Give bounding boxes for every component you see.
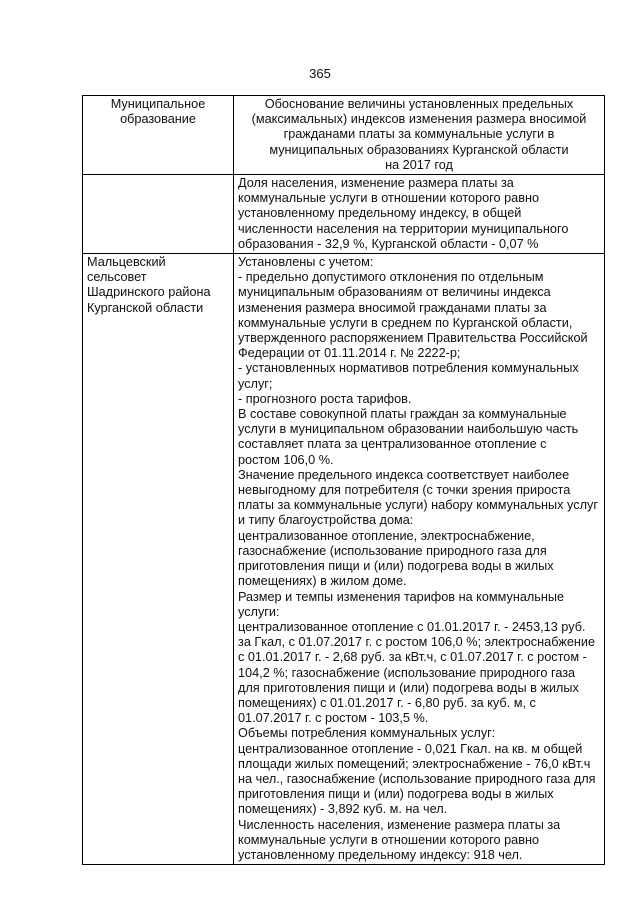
text-line: газоснабжение (использование природного газа для [238, 543, 547, 558]
text-line: 01.07.2017 г. с ростом - 103,5 %. [238, 711, 429, 726]
text-line: услуг; [238, 376, 273, 391]
text-line: на чел., газоснабжение (использование природного газа для [238, 771, 596, 786]
text-line: услуги: [238, 604, 280, 619]
municipality-line: Мальцевский [87, 255, 166, 270]
municipality-line: сельсовет [87, 270, 147, 285]
text-line: Размер и темпы изменения тарифов на коммунальные [238, 589, 565, 604]
text-line: Федерации от 01.11.2014 г. № 2222-р; [238, 346, 461, 361]
text-line: централизованное отопление - 0,021 Гкал. на кв. м общей [238, 741, 583, 756]
text-line: составляет плата за централизованное отопление с [238, 437, 547, 452]
text-line: централизованное отопление, электроснабжение, [238, 528, 535, 543]
text-line: помещениях) - 3,892 куб. м. на чел. [238, 802, 448, 817]
text-line: - установленных нормативов потребления коммунальных [238, 361, 579, 376]
text-line: Численность населения, изменение размера платы за [238, 817, 561, 832]
header-justification [234, 96, 605, 175]
text-line: ростом 106,0 %. [238, 452, 334, 467]
text-line: установленному предельному индексу, в общей [238, 206, 522, 221]
justification-table [82, 95, 605, 865]
text-line: Установлены с учетом: [238, 255, 374, 270]
text-line: невыгодному для потребителя (с точки зрения прироста [238, 483, 571, 498]
text-line: - прогнозного роста тарифов. [238, 391, 412, 406]
text-line: площади жилых помещений; электроснабжение - 76,0 кВт.ч [238, 756, 591, 771]
municipality-line: Шадринского района [87, 285, 211, 300]
text-line: услуги в муниципальном образовании наибольшую часть [238, 422, 579, 437]
header-col2-line: гражданами платы за коммунальные услуги в [283, 127, 555, 142]
text-line: Объемы потребления коммунальных услуг: [238, 726, 496, 741]
page-number: 365 [309, 66, 331, 81]
text-line: установленному предельному индексу: 918 чел. [238, 847, 523, 862]
text-line: централизованное отопление с 01.01.2017 г. - 2453,13 руб. [238, 619, 586, 634]
table-row-continuation [83, 175, 605, 254]
header-municipality [83, 96, 234, 175]
justification-text-cell [234, 254, 605, 865]
text-line: приготовления пищи и (или) подогрева воды в жилых [238, 559, 554, 574]
text-line: В составе совокупной платы граждан за коммунальные [238, 407, 567, 422]
text-line: коммунальные услуги в среднем по Курганской области, [238, 315, 573, 330]
text-line: Доля населения, изменение размера платы за [238, 176, 514, 191]
table-header-row [83, 96, 605, 175]
text-line: для приготовления пищи и (или) подогрева воды в жилых [238, 680, 579, 695]
text-line: с 01.01.2017 г. - 2,68 руб. за кВт.ч, с 01.07.2017 г. с ростом - [238, 650, 587, 665]
header-col2-line: муниципальных образованиях Курганской области [269, 142, 569, 157]
text-line: за Гкал, с 01.07.2017 г. с ростом 106,0 %; электроснабжение [238, 635, 596, 650]
municipality-cell [83, 254, 234, 865]
text-line: помещениях) в жилом доме. [238, 574, 407, 589]
text-line: приготовления пищи и (или) подогрева воды в жилых [238, 787, 554, 802]
text-line: Значение предельного индекса соответствует наиболее [238, 467, 570, 482]
text-line: образования - 32,9 %, Курганской области - 0,07 % [238, 236, 539, 251]
text-line: помещениях) с 01.01.2017 г. - 6,80 руб. за куб. м, с [238, 695, 536, 710]
table-row-maltsevsky [83, 254, 605, 865]
text-line: численности населения на территории муниципального [238, 221, 569, 236]
text-line: платы за коммунальные услуги) набору коммунальных услуг [238, 498, 598, 513]
text-line: коммунальные услуги в отношении которого равно [238, 832, 540, 847]
text-line: изменения размера вносимой гражданами платы за [238, 300, 547, 315]
text-line: 104,2 %; газоснабжение (использование природного газа [238, 665, 576, 680]
header-col2-line: Обоснование величины установленных предельных [264, 97, 574, 111]
header-col1-line: Муниципальное [110, 97, 206, 111]
continuation-text-cell [234, 175, 605, 254]
text-line: и типу благоустройства дома: [238, 513, 414, 528]
header-col2-line: (максимальных) индексов изменения размера вносимой [251, 112, 587, 127]
municipality-line: Курганской области [87, 300, 204, 315]
text-line: - предельно допустимого отклонения по отдельным [238, 270, 544, 285]
text-line: утвержденного распоряжением Правительства Российской [238, 331, 588, 346]
header-col1-line: образование [120, 112, 196, 127]
text-line: коммунальные услуги в отношении которого равно [238, 191, 540, 206]
header-col2-line: на 2017 год [385, 157, 453, 172]
text-line: муниципальным образованиям от величины индекса [238, 285, 551, 300]
continuation-municipality-cell [83, 175, 234, 254]
